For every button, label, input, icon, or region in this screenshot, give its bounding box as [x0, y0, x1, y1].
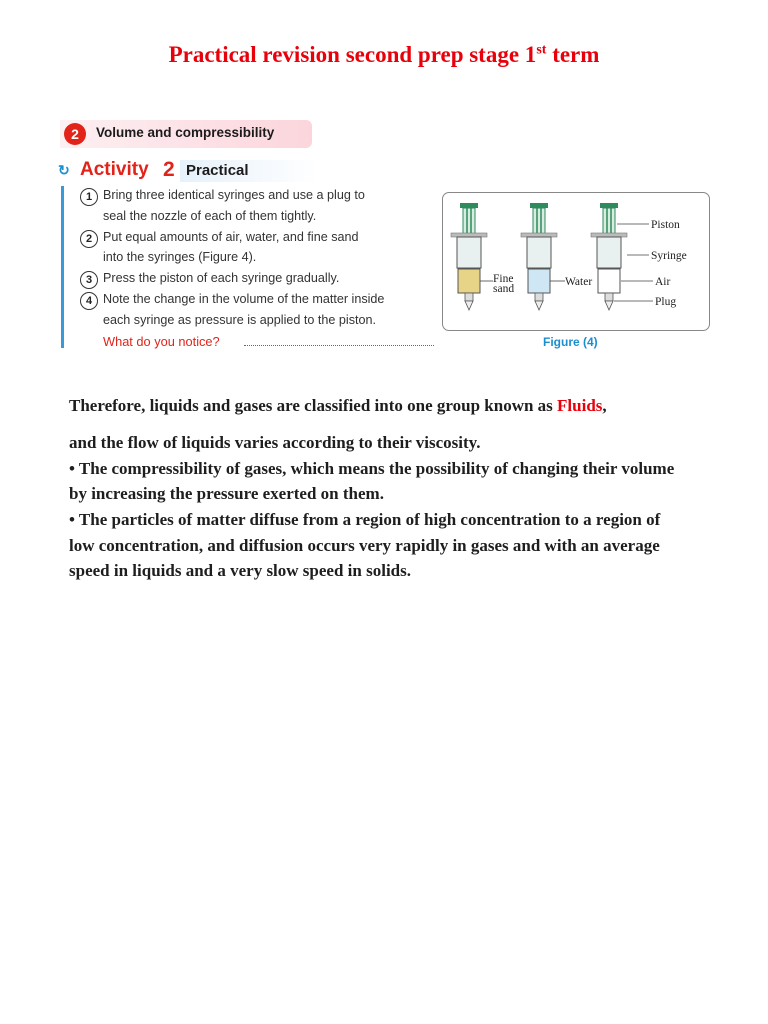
label-piston: Piston [651, 219, 680, 231]
activity-word: Activity [80, 159, 149, 180]
body-line: by increasing the pressure exerted on them. [69, 484, 384, 503]
figure-caption: Figure (4) [543, 335, 598, 349]
p1-end: , [602, 396, 607, 415]
title-after: term [546, 42, 600, 67]
label-air: Air [655, 276, 671, 288]
section-number-badge: 2 [64, 123, 86, 145]
body-line: and the flow of liquids varies according to their viscosity. [69, 433, 481, 452]
step-number: 3 [80, 271, 98, 289]
syringes-diagram [443, 193, 709, 330]
step-text: into the syringes (Figure 4). [103, 250, 257, 264]
step-text: seal the nozzle of each of them tightly. [103, 209, 317, 223]
figure-box [442, 192, 710, 331]
body-line: • The particles of matter diffuse from a region of high concentration to a region of [69, 510, 661, 529]
p1-text: Therefore, liquids and gases are classified into one group known as [69, 396, 558, 415]
title-superscript: st [536, 42, 547, 58]
step-number: 2 [80, 230, 98, 248]
body-line: speed in liquids and a very slow speed in solids. [69, 561, 411, 580]
activity-number: 2 [163, 158, 175, 181]
label-water: Water [565, 276, 593, 288]
question-text: What do you notice? [103, 334, 220, 349]
step-text: Put equal amounts of air, water, and fine sand [103, 230, 359, 244]
step-number: 1 [80, 188, 98, 206]
paragraph-fluids [69, 396, 607, 416]
step-text: each syringe as pressure is applied to the piston. [103, 313, 377, 327]
title-main: Practical revision second prep stage 1 [168, 42, 537, 67]
body-line: • The compressibility of gases, which means the possibility of changing their volume [69, 459, 675, 478]
section-header [60, 120, 312, 148]
step-text: Bring three identical syringes and use a plug to [103, 188, 365, 202]
section-title: Volume and compressibility [96, 125, 275, 140]
page-title [0, 42, 768, 68]
body-line: low concentration, and diffusion occurs very rapidly in gases and with an average [69, 536, 660, 555]
label-fine-sand-1: Fine [493, 273, 514, 285]
label-fine-sand-2: sand [493, 283, 515, 295]
label-plug: Plug [655, 296, 677, 308]
fluids-highlight: Fluids [557, 396, 603, 415]
activity-tag [180, 160, 318, 182]
step-text: Note the change in the volume of the matter inside [103, 292, 385, 306]
step-number: 4 [80, 292, 98, 310]
syringe-water [521, 203, 557, 310]
activity-side-bar [61, 186, 64, 348]
label-syringe: Syringe [651, 250, 687, 262]
syringe-air [591, 203, 627, 310]
answer-dotted-line [244, 336, 434, 346]
activity-tag-label: Practical [186, 162, 249, 179]
arrow-icon: ↻ [58, 162, 70, 178]
syringe-sand [451, 203, 487, 310]
step-text: Press the piston of each syringe gradually. [103, 271, 340, 285]
activity-heading [58, 158, 318, 184]
